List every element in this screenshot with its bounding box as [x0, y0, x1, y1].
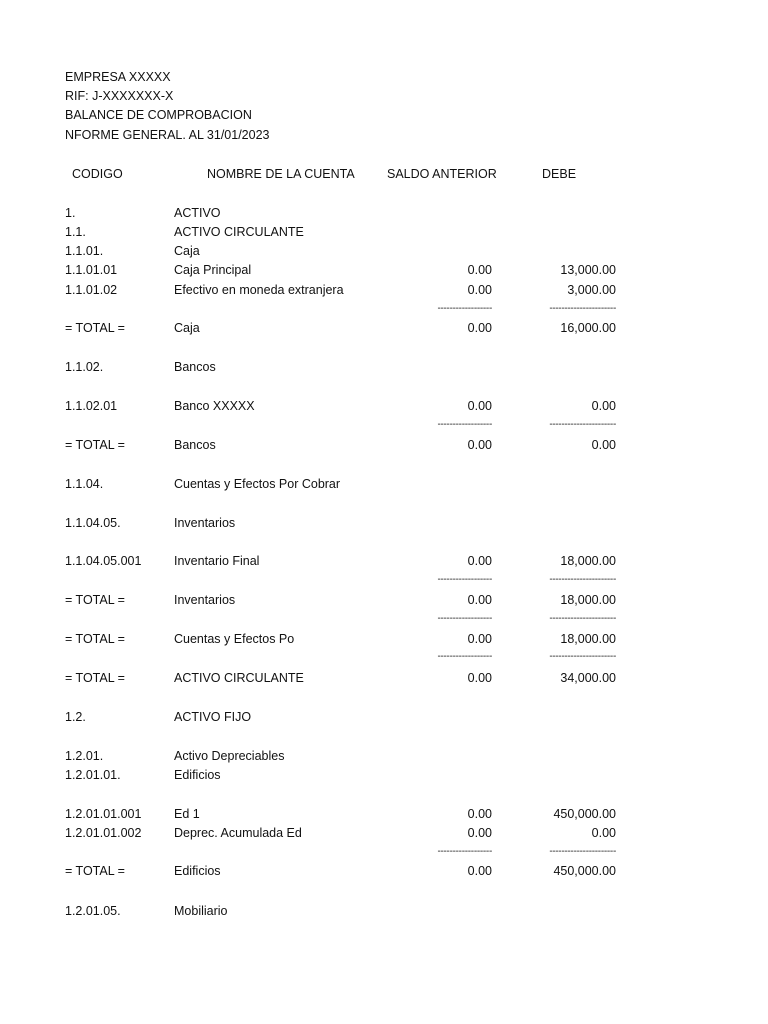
total-label: = TOTAL = — [65, 321, 125, 335]
subtotal-separator — [0, 846, 768, 863]
account-name: Inventarios — [174, 593, 236, 607]
ledger-row — [0, 206, 768, 223]
account-name: Inventarios — [174, 516, 236, 530]
previous-balance-value: 0.00 — [467, 807, 492, 821]
ledger-row — [0, 283, 768, 300]
debit-value: 0.00 — [591, 399, 616, 413]
company-rif: RIF: J-XXXXXXX-X — [65, 89, 174, 103]
total-label: = TOTAL = — [65, 593, 125, 607]
total-row — [0, 632, 768, 649]
separator-previous: ------------------ — [437, 574, 492, 585]
separator-debit: ---------------------- — [549, 613, 616, 624]
account-name: Edificios — [174, 864, 221, 878]
ledger-row — [0, 710, 768, 727]
debit-value: 450,000.00 — [553, 807, 616, 821]
account-name: Cuentas y Efectos Por Cobrar — [174, 477, 341, 491]
previous-balance-value: 0.00 — [467, 593, 492, 607]
account-code: 1.1.01. — [65, 244, 104, 258]
total-row — [0, 671, 768, 688]
account-name: Banco XXXXX — [174, 399, 255, 413]
debit-value: 34,000.00 — [560, 671, 616, 685]
total-label: = TOTAL = — [65, 632, 125, 646]
account-name: Efectivo en moneda extranjera — [174, 283, 344, 297]
subtotal-separator — [0, 651, 768, 668]
account-code: 1.1.01.01 — [65, 263, 118, 277]
previous-balance-value: 0.00 — [467, 399, 492, 413]
account-code: 1. — [65, 206, 76, 220]
previous-balance-value: 0.00 — [467, 438, 492, 452]
separator-previous: ------------------ — [437, 613, 492, 624]
account-code: 1.2.01.01.002 — [65, 826, 142, 840]
account-code: 1.1.04.05.001 — [65, 554, 142, 568]
separator-previous: ------------------ — [437, 651, 492, 662]
ledger-row — [0, 263, 768, 280]
account-name: ACTIVO CIRCULANTE — [174, 671, 304, 685]
ledger-row — [0, 554, 768, 571]
previous-balance-value: 0.00 — [467, 671, 492, 685]
ledger-row — [0, 516, 768, 533]
separator-debit: ---------------------- — [549, 303, 616, 314]
account-name: Caja — [174, 244, 200, 258]
ledger-row — [0, 360, 768, 377]
account-code: 1.2.01.05. — [65, 904, 121, 918]
previous-balance-value: 0.00 — [467, 826, 492, 840]
ledger-row — [0, 477, 768, 494]
ledger-row — [0, 904, 768, 921]
total-row — [0, 321, 768, 338]
account-name: Activo Depreciables — [174, 749, 285, 763]
previous-balance-value: 0.00 — [467, 554, 492, 568]
account-name: Bancos — [174, 438, 216, 452]
ledger-row — [0, 768, 768, 785]
ledger-row — [0, 749, 768, 766]
account-code: 1.2.01.01.001 — [65, 807, 142, 821]
company-name: EMPRESA XXXXX — [65, 70, 171, 84]
separator-previous: ------------------ — [437, 419, 492, 430]
account-code: 1.1.04.05. — [65, 516, 121, 530]
report-subtitle: NFORME GENERAL. AL 31/01/2023 — [65, 128, 270, 142]
account-code: 1.1.02.01 — [65, 399, 118, 413]
account-name: ACTIVO FIJO — [174, 710, 252, 724]
column-header-code: CODIGO — [72, 167, 123, 181]
account-name: Deprec. Acumulada Ed — [174, 826, 302, 840]
previous-balance-value: 0.00 — [467, 864, 492, 878]
account-name: ACTIVO — [174, 206, 221, 220]
account-code: 1.2.01.01. — [65, 768, 121, 782]
account-name: Caja — [174, 321, 200, 335]
ledger-row — [0, 399, 768, 416]
account-code: 1.1. — [65, 225, 86, 239]
account-code: 1.2.01. — [65, 749, 104, 763]
debit-value: 13,000.00 — [560, 263, 616, 277]
column-header-previous-balance: SALDO ANTERIOR — [387, 167, 497, 181]
total-label: = TOTAL = — [65, 671, 125, 685]
total-row — [0, 438, 768, 455]
ledger-row — [0, 225, 768, 242]
account-name: ACTIVO CIRCULANTE — [174, 225, 304, 239]
account-name: Caja Principal — [174, 263, 252, 277]
account-name: Ed 1 — [174, 807, 200, 821]
account-code: 1.1.04. — [65, 477, 104, 491]
debit-value: 3,000.00 — [567, 283, 616, 297]
column-header-account-name: NOMBRE DE LA CUENTA — [207, 167, 355, 181]
subtotal-separator — [0, 303, 768, 320]
account-code: 1.1.01.02 — [65, 283, 118, 297]
debit-value: 0.00 — [591, 438, 616, 452]
debit-value: 0.00 — [591, 826, 616, 840]
debit-value: 18,000.00 — [560, 593, 616, 607]
total-label: = TOTAL = — [65, 438, 125, 452]
account-code: 1.2. — [65, 710, 86, 724]
subtotal-separator — [0, 419, 768, 436]
subtotal-separator — [0, 613, 768, 630]
subtotal-separator — [0, 574, 768, 591]
previous-balance-value: 0.00 — [467, 321, 492, 335]
report-title: BALANCE DE COMPROBACION — [65, 108, 252, 122]
ledger-row — [0, 244, 768, 261]
ledger-row — [0, 807, 768, 824]
separator-debit: ---------------------- — [549, 651, 616, 662]
account-name: Edificios — [174, 768, 221, 782]
separator-debit: ---------------------- — [549, 574, 616, 585]
account-name: Mobiliario — [174, 904, 228, 918]
separator-debit: ---------------------- — [549, 846, 616, 857]
total-label: = TOTAL = — [65, 864, 125, 878]
debit-value: 18,000.00 — [560, 632, 616, 646]
ledger-row — [0, 826, 768, 843]
previous-balance-value: 0.00 — [467, 632, 492, 646]
separator-debit: ---------------------- — [549, 419, 616, 430]
account-name: Cuentas y Efectos Po — [174, 632, 295, 646]
total-row — [0, 864, 768, 881]
account-name: Inventario Final — [174, 554, 260, 568]
column-header-debit: DEBE — [542, 167, 577, 181]
previous-balance-value: 0.00 — [467, 263, 492, 277]
debit-value: 450,000.00 — [553, 864, 616, 878]
previous-balance-value: 0.00 — [467, 283, 492, 297]
account-name: Bancos — [174, 360, 216, 374]
total-row — [0, 593, 768, 610]
debit-value: 18,000.00 — [560, 554, 616, 568]
separator-previous: ------------------ — [437, 846, 492, 857]
account-code: 1.1.02. — [65, 360, 104, 374]
debit-value: 16,000.00 — [560, 321, 616, 335]
separator-previous: ------------------ — [437, 303, 492, 314]
